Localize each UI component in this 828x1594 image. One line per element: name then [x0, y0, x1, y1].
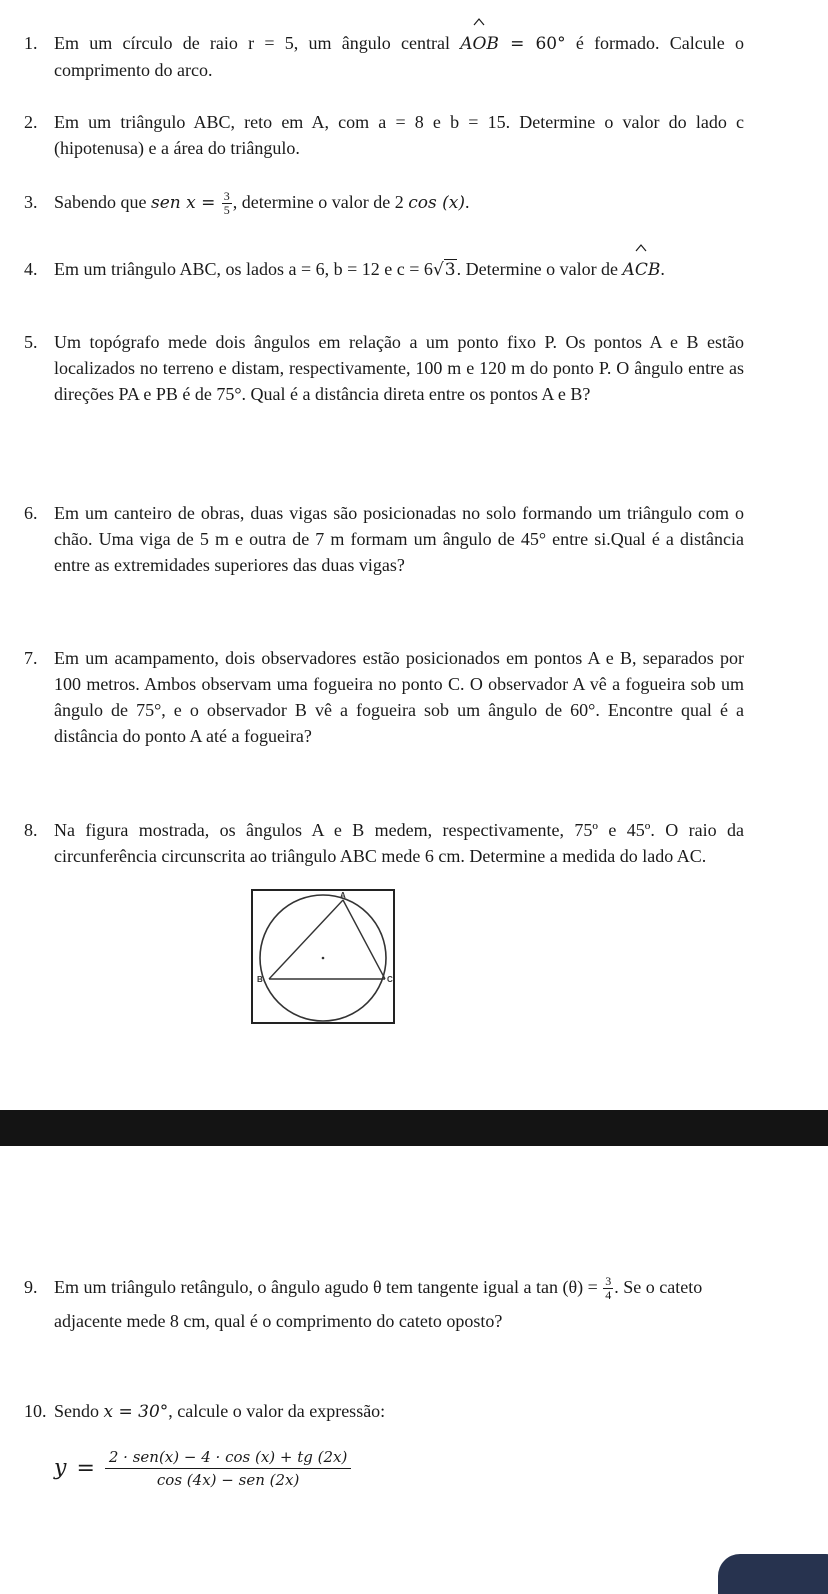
question-3 [24, 189, 744, 217]
question-text: Em um triângulo retângulo, o ângulo agudo θ tem tangente igual a tan (θ) = $\frac{3}{4}$ . Se o cateto adjacente mede 8 cm, qual é o comprimento do cateto oposto? [54, 1274, 703, 1331]
hat-accent-icon [635, 244, 647, 252]
question-text: Em um acampamento, dois observadores estão posicionados em pontos A e B, separados por 100 metros. Ambos observam uma fogueira no ponto C. O observador A vê a fogueira sob um ângulo de 75°, e o observador B vê a fogueira sob um ângulo de 60°. Encontre qual é a distância do ponto A até a fogueira? [54, 648, 744, 746]
corner-ui-element [718, 1554, 828, 1594]
question-number: 6. [24, 503, 38, 523]
x-value-expression: x = 30° [103, 1402, 169, 1422]
question-number: 1. [24, 33, 38, 53]
question-text: Um topógrafo mede dois ângulos em relação a um ponto fixo P. Os pontos A e B estão localizados no terreno e distam, respectivamente, 100 m e 120 m do ponto P. O ângulo entre as direções PA e PB é de 75°. Qual é a distância direta entre os pontos A e B? [54, 332, 744, 404]
question-number: 8. [24, 820, 38, 840]
vertex-label-c: C [387, 975, 393, 984]
triangle-in-circle-diagram [253, 891, 393, 1022]
question-text: Sendo x = 30°, calcule o valor da expressão: [54, 1401, 386, 1422]
question-text: Sabendo que sen x = $\frac{3}{5}$ , determine o valor de 2 cos (x). [54, 189, 470, 218]
formula-fraction [105, 1447, 351, 1490]
side-ac [343, 900, 385, 979]
expression-formula [54, 1447, 351, 1490]
question-2 [24, 109, 744, 161]
question-7 [24, 645, 744, 749]
vertex-label-a: A [340, 891, 346, 900]
cosine-expression: cos (x) [408, 193, 465, 213]
question-8 [24, 817, 744, 869]
angle-aob: A OB [460, 34, 499, 54]
square-root: √3 [432, 260, 456, 280]
question-text: Em um canteiro de obras, duas vigas são posicionadas no solo formando um triângulo com o chão. Uma viga de 5 m e outra de 7 m formam um ângulo de 45° entre si.Qual é a distância entre as extremidades superiores das duas vigas? [54, 503, 744, 575]
question-number: 10. [24, 1401, 47, 1421]
question-number: 7. [24, 648, 38, 668]
question-9 [24, 1270, 744, 1338]
formula-equals: = [76, 1455, 95, 1481]
question-text: Em um triângulo ABC, reto em A, com a = 8 e b = 15. Determine o valor do lado c (hipotenusa) e a área do triângulo. [54, 112, 744, 158]
question-number: 2. [24, 112, 38, 132]
question-number: 5. [24, 332, 38, 352]
question-1 [24, 30, 744, 83]
formula-numerator: 2 · sen(x) − 4 · cos (x) + tg (2x) [105, 1447, 351, 1469]
question-number: 4. [24, 259, 38, 279]
question-text: Em um círculo de raio r = 5, um ângulo central A OB = 60° é formado. Calcule o comprimento do arco. [54, 30, 744, 83]
question-6 [24, 500, 744, 578]
fraction: $\frac{3}{4}$ [605, 1274, 612, 1303]
question-text: Em um triângulo ABC, os lados a = 6, b = 12 e c = 6√3. Determine o valor de A CB. [54, 256, 744, 283]
formula-denominator: cos (4x) − sen (2x) [156, 1471, 300, 1489]
question-number: 3. [24, 192, 38, 212]
formula-lhs: y [54, 1455, 67, 1481]
question-10 [24, 1398, 744, 1425]
angle-acb: A CB [623, 260, 661, 280]
page-separator-band [0, 1110, 828, 1146]
hat-accent-icon [473, 18, 485, 26]
sine-expression: sen x = [150, 193, 221, 213]
center-point [322, 957, 325, 960]
question-number: 9. [24, 1277, 38, 1297]
question-text: Na figura mostrada, os ângulos A e B medem, respectivamente, 75º e 45º. O raio da circunferência circunscrita ao triângulo ABC mede 6 cm. Determine a medida do lado AC. [54, 820, 744, 866]
fraction: $\frac{3}{5}$ [223, 189, 230, 218]
vertex-label-b: B [257, 975, 263, 984]
question-5 [24, 329, 744, 407]
circumscribed-triangle-figure [251, 889, 395, 1024]
question-4 [24, 256, 744, 283]
